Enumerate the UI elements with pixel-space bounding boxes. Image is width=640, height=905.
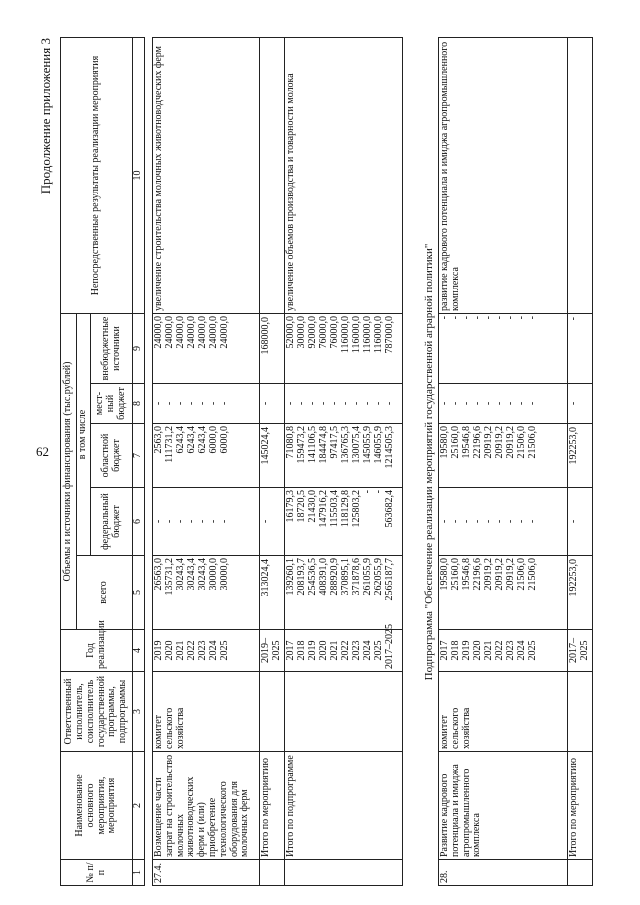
extra-cell-value: -: [494, 316, 505, 320]
local-cell: [439, 384, 568, 424]
regional-cell-value: 22196,6: [472, 426, 483, 459]
year-cell-value: 2019: [306, 640, 318, 661]
total-cell-value: 21506,0: [527, 558, 538, 591]
result-cell: [260, 38, 285, 314]
total-cell-value: 370895,1: [339, 558, 351, 596]
federal-cell-value: -: [153, 519, 164, 524]
year-cell-value: 2025: [372, 640, 384, 661]
federal-cell-value: -: [450, 519, 461, 524]
year-cell-value: 2017–2025: [383, 624, 395, 669]
regional-cell-value: 21506,0: [516, 426, 527, 459]
extra-cell-value: -: [483, 316, 494, 320]
local-cell-value: -: [164, 401, 175, 406]
table-row-subprogram-total: [284, 38, 402, 886]
regional-cell-value: 130075,4: [350, 426, 362, 464]
column-number: 6: [133, 488, 145, 556]
measure-name: Развитие кадрового потенциала и имиджа агропромышленного комплекса: [439, 752, 568, 860]
extra-cell-value: 116000,0: [361, 316, 373, 354]
year-cell-value: 2021: [175, 640, 186, 661]
extra-cell-value: -: [505, 316, 516, 320]
total-label: Итого по мероприятию: [568, 752, 593, 860]
empty-cell: [568, 860, 593, 886]
federal-cell-value: 18720,5: [295, 490, 307, 523]
page-number: 62: [36, 444, 49, 459]
total-cell-value: 254536,5: [306, 558, 318, 596]
total-cell-value: 208193,7: [295, 558, 307, 596]
federal-cell-value: -: [361, 490, 373, 494]
extra-cell-value: 24000,0: [153, 316, 164, 349]
header-num: № п/п: [61, 860, 133, 886]
local-cell-value: -: [527, 401, 538, 406]
regional-cell-value: 6243,4: [175, 426, 186, 454]
total-cell: [439, 556, 568, 630]
extra-cell-value: -: [461, 316, 472, 320]
column-number: 9: [133, 314, 145, 384]
year-cell-value: 2025: [219, 640, 230, 661]
result-cell: увеличение строительства молочных животноводческих ферм: [153, 38, 260, 314]
regional-cell-value: 19580,0: [439, 426, 450, 459]
regional-cell: [439, 424, 568, 488]
total-cell-value: 30000,0: [208, 558, 219, 591]
local-cell-value: -: [516, 401, 527, 406]
federal-cell-value: -: [175, 519, 186, 524]
column-number: 7: [133, 424, 145, 488]
federal-cell-value: 118129,8: [339, 490, 351, 528]
regional-cell-value: 19546,8: [461, 426, 472, 459]
column-numbers-row: [133, 38, 145, 886]
total-cell-value: 135731,2: [164, 558, 175, 596]
total-cell-value: 30243,4: [197, 558, 208, 591]
total-cell-value: 20919,2: [505, 558, 516, 591]
year-cell-value: 2018: [450, 640, 461, 661]
total-cell-value: 261055,9: [361, 558, 373, 596]
subprogram-title: Подпрограмма "Обеспечение реализации мероприятий государственной аграрной политики": [423, 243, 435, 681]
table-row: [153, 38, 260, 886]
year-cell-value: 2024: [516, 640, 527, 661]
local-cell-value: -: [306, 401, 318, 406]
regional-cell-value: 6243,4: [186, 426, 197, 454]
extra-cell-value: 24000,0: [208, 316, 219, 349]
extra-cell-value: -: [472, 316, 483, 320]
total-cell-value: 408391,0: [317, 558, 329, 596]
extra-cell-value: 24000,0: [186, 316, 197, 349]
local-cell-value: -: [505, 401, 516, 406]
local-cell-value: -: [208, 401, 219, 406]
local-cell: [284, 384, 402, 424]
federal-cell-value: -: [208, 519, 219, 524]
federal-cell-value: -: [219, 519, 230, 524]
extra-cell-value: 116000,0: [350, 316, 362, 354]
year-cell-value: 2017: [439, 640, 450, 661]
extra-cell: [153, 314, 260, 384]
federal-cell: [284, 488, 402, 556]
local-cell-value: -: [339, 401, 351, 406]
extra-cell-value: 116000,0: [372, 316, 384, 354]
year-cell-value: 2021: [483, 640, 494, 661]
continuation-label: Продолжение приложения 3: [38, 38, 53, 195]
empty-cell: [568, 672, 593, 752]
year-cell: [284, 624, 402, 672]
table-body-subprogram: [438, 37, 593, 886]
column-number: 4: [133, 630, 145, 672]
extra-cell-value: 787000,0: [383, 316, 395, 354]
extra-cell-value: 76000,0: [317, 316, 329, 349]
total-label: Итого по мероприятию: [260, 752, 285, 860]
total-cell-value: 20919,2: [494, 558, 505, 591]
total-cell: 192253,0: [568, 556, 593, 630]
year-cell-value: 2024: [361, 640, 373, 661]
extra-cell-value: 24000,0: [219, 316, 230, 349]
extra-cell: 168000,0: [260, 314, 285, 384]
empty-cell: [260, 672, 285, 752]
local-cell-value: -: [472, 401, 483, 406]
local-cell-value: -: [295, 401, 307, 406]
federal-cell-value: -: [372, 490, 384, 494]
row-number: 28.: [439, 860, 568, 886]
header-federal: федеральный бюджет: [91, 488, 133, 556]
local-cell-value: -: [372, 401, 384, 406]
header-name: Наименование основного мероприятия, мероприятия: [61, 752, 133, 860]
regional-cell-value: 20919,2: [494, 426, 505, 459]
year-cell-value: 2023: [197, 640, 208, 661]
measure-name: Возмещение части затрат на строительство молочных животноводческих ферм и (или) приобретение технологического оборудования для молочных ферм: [153, 752, 260, 860]
federal-cell-value: -: [505, 519, 516, 524]
regional-cell-value: 146055,9: [372, 426, 384, 464]
extra-cell-value: 30000,0: [295, 316, 307, 349]
extra-cell-value: 24000,0: [197, 316, 208, 349]
federal-cell-value: 563682,4: [383, 490, 395, 528]
regional-cell-value: 159473,2: [295, 426, 307, 464]
federal-cell: [439, 488, 568, 556]
regional-cell-value: 111731,2: [164, 426, 175, 463]
regional-cell-value: 97417,5: [328, 426, 340, 459]
local-cell-value: -: [483, 401, 494, 406]
regional-cell-value: 6000,0: [208, 426, 219, 454]
local-cell-value: -: [175, 401, 186, 406]
local-cell-value: -: [219, 401, 230, 406]
local-cell-value: -: [383, 401, 395, 406]
federal-cell: [153, 488, 260, 556]
total-cell-value: 30243,4: [186, 558, 197, 591]
total-cell-value: 30000,0: [219, 558, 230, 591]
extra-cell-value: 24000,0: [175, 316, 186, 349]
extra-cell-value: 52000,0: [284, 316, 296, 349]
total-cell-value: 21506,0: [516, 558, 527, 591]
year-cell: [153, 630, 260, 672]
regional-cell-value: 21506,0: [527, 426, 538, 459]
local-cell-value: -: [186, 401, 197, 406]
header-local: мест- ный бюджет: [91, 384, 133, 424]
column-number: 1: [133, 860, 145, 886]
regional-cell-value: 184474,8: [317, 426, 329, 464]
header-results: Непосредственные результаты реализации мероприятия: [61, 38, 133, 314]
header-extra: внебюджетные источники: [91, 314, 133, 384]
extra-cell-value: -: [450, 316, 461, 320]
total-cell-value: 20919,2: [483, 558, 494, 591]
year-cell-value: 2020: [317, 640, 329, 661]
regional-cell-value: 6243,4: [197, 426, 208, 454]
total-cell-value: 371878,6: [350, 558, 362, 596]
empty-cell: [284, 860, 402, 886]
header-including: в том числе: [77, 314, 91, 556]
table-row: [439, 38, 568, 886]
result-cell: увеличение объемов производства и товарности молока: [284, 38, 402, 314]
table-row-total: [260, 38, 285, 886]
extra-cell-value: 24000,0: [164, 316, 175, 349]
local-cell-value: -: [439, 401, 450, 406]
federal-cell: -: [568, 488, 593, 556]
year-cell-value: 2023: [350, 640, 362, 661]
regional-cell: [284, 424, 402, 488]
total-cell-value: 25160,0: [450, 558, 461, 591]
total-cell-value: 2565187,7: [383, 558, 395, 601]
local-cell: -: [568, 384, 593, 424]
federal-cell-value: 16179,3: [284, 490, 296, 523]
header-responsible: Ответственный исполнитель, соисполнитель государственной программы, подпрограммы: [61, 672, 133, 752]
federal-cell-value: 115503,4: [328, 490, 340, 528]
regional-cell-value: 2563,0: [153, 426, 164, 454]
local-cell-value: -: [153, 401, 164, 406]
year-cell-value: 2022: [339, 640, 351, 661]
header-regional: областной бюджет: [91, 424, 133, 488]
federal-cell-value: -: [461, 519, 472, 524]
responsible-executor: комитет сельского хозяйства: [153, 672, 260, 752]
year-cell-value: 2023: [505, 640, 516, 661]
total-cell: 313024,4: [260, 556, 285, 630]
local-cell: -: [260, 384, 285, 424]
regional-cell: 145024,4: [260, 424, 285, 488]
local-cell: [153, 384, 260, 424]
federal-cell-value: -: [164, 519, 175, 524]
local-cell-value: -: [350, 401, 362, 406]
table-row-total: [568, 38, 593, 886]
local-cell-value: -: [450, 401, 461, 406]
regional-cell-value: 6000,0: [219, 426, 230, 454]
federal-cell-value: 147916,2: [317, 490, 329, 528]
column-number: 3: [133, 672, 145, 752]
regional-cell-value: 1214505,3: [383, 426, 395, 469]
local-cell-value: -: [494, 401, 505, 406]
regional-cell: 192253,0: [568, 424, 593, 488]
federal-cell-value: -: [186, 519, 197, 524]
local-cell-value: -: [361, 401, 373, 406]
extra-cell: -: [568, 314, 593, 384]
header-year: Год реализации: [61, 630, 133, 672]
total-cell-value: 262055,9: [372, 558, 384, 596]
year-cell-value: 2022: [186, 640, 197, 661]
year-cell-value: 2024: [208, 640, 219, 661]
total-cell-value: 30243,4: [175, 558, 186, 591]
year-cell-value: 2017: [284, 640, 296, 661]
regional-cell: [153, 424, 260, 488]
total-cell-value: 26563,0: [153, 558, 164, 591]
federal-cell-value: -: [494, 519, 505, 524]
year-cell: [439, 630, 568, 672]
year-cell-value: 2021: [328, 640, 340, 661]
year-cell-value: 2025: [527, 640, 538, 661]
rotated-page-content: [38, 38, 640, 886]
local-cell-value: -: [461, 401, 472, 406]
local-cell-value: -: [284, 401, 296, 406]
federal-cell-value: -: [197, 519, 208, 524]
extra-cell: [439, 314, 568, 384]
regional-cell-value: 20919,2: [505, 426, 516, 459]
total-cell-value: 19580,0: [439, 558, 450, 591]
federal-cell-value: -: [516, 519, 527, 524]
total-cell-value: 288920,9: [328, 558, 340, 596]
year-cell-value: 2020: [472, 640, 483, 661]
year-cell-value: 2019: [461, 640, 472, 661]
extra-cell-value: -: [527, 316, 538, 320]
regional-cell-value: 20919,2: [483, 426, 494, 459]
regional-cell-value: 145055,9: [361, 426, 373, 464]
federal-cell: -: [260, 488, 285, 556]
regional-cell-value: 141106,5: [306, 426, 318, 464]
header-total: всего: [77, 556, 133, 630]
local-cell-value: -: [197, 401, 208, 406]
column-number: 5: [133, 556, 145, 630]
federal-cell-value: -: [472, 519, 483, 524]
federal-cell-value: -: [527, 519, 538, 524]
extra-cell-value: -: [439, 316, 450, 320]
year-cell: 2019–2025: [260, 630, 285, 672]
regional-cell-value: 136765,3: [339, 426, 351, 464]
regional-cell-value: 71080,8: [284, 426, 296, 459]
table-body-main: [152, 37, 403, 886]
extra-cell-value: -: [516, 316, 527, 320]
column-number: 2: [133, 752, 145, 860]
regional-cell-value: 25160,0: [450, 426, 461, 459]
local-cell-value: -: [317, 401, 329, 406]
year-cell-value: 2022: [494, 640, 505, 661]
extra-cell-value: 76000,0: [328, 316, 340, 349]
total-cell-value: 19546,8: [461, 558, 472, 591]
local-cell-value: -: [328, 401, 340, 406]
year-cell-value: 2019: [153, 640, 164, 661]
federal-cell-value: -: [439, 519, 450, 524]
empty-cell: [260, 860, 285, 886]
result-cell: [568, 38, 593, 314]
year-cell-value: 2020: [164, 640, 175, 661]
total-cell-value: 22196,6: [472, 558, 483, 591]
federal-cell-value: 125803,2: [350, 490, 362, 528]
responsible-executor: комитет сельского хозяйства: [439, 672, 568, 752]
subprogram-total-label: Итого по подпрограмме: [284, 752, 402, 860]
empty-cell: [284, 672, 402, 752]
total-cell-value: 139260,1: [284, 558, 296, 596]
extra-cell-value: 92000,0: [306, 316, 318, 349]
column-number: 8: [133, 384, 145, 424]
extra-cell: [284, 314, 402, 384]
federal-cell-value: -: [483, 519, 494, 524]
federal-cell-value: 21430,0: [306, 490, 318, 523]
total-cell: [284, 556, 402, 630]
result-cell: развитие кадрового потенциала и имиджа агропромышленного комплекса: [439, 38, 568, 314]
column-number: 10: [133, 38, 145, 314]
row-number: 27.4.: [153, 860, 260, 886]
year-cell-value: 2018: [295, 640, 307, 661]
header-finance: Объемы и источники финансирования (тыс.рублей): [61, 314, 77, 630]
total-cell: [153, 556, 260, 630]
table-header: [60, 37, 145, 886]
extra-cell-value: 116000,0: [339, 316, 351, 354]
year-cell: 2017–2025: [568, 630, 593, 672]
